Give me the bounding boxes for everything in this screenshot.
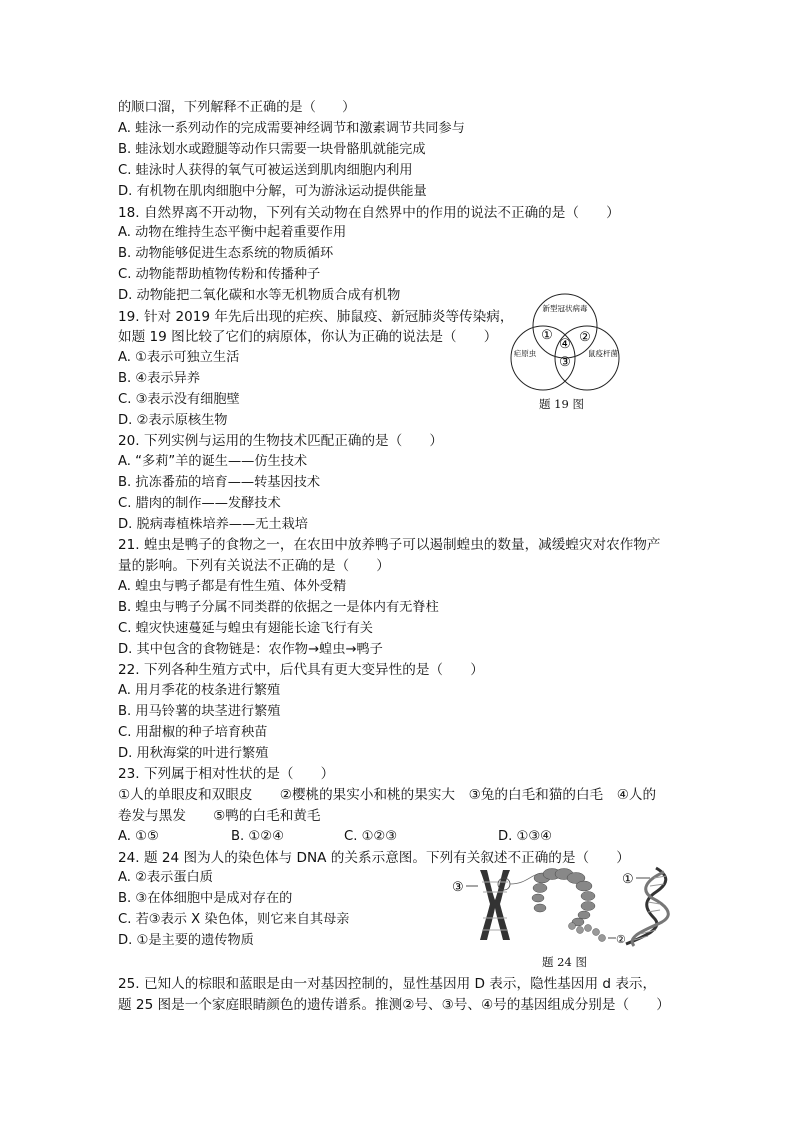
region-2: ② (579, 330, 591, 345)
q23-stem: 23. 下列属于相对性状的是（ ） (118, 766, 335, 782)
q18-option-d: D. 动物能把二氧化碳和水等无机物质合成有机物 (118, 288, 401, 303)
q24-stem: 24. 题 24 图为人的染色体与 DNA 的关系示意图。下列有关叙述不正确的是（ ） (118, 850, 630, 866)
q19-option-c: C. ③表示没有细胞壁 (118, 392, 240, 407)
q22-option-a: A. 用月季花的枝条进行繁殖 (118, 683, 281, 698)
q21-stem-2: 量的影响。下列有关说法不正确的是（ ） (118, 558, 390, 574)
q21-option-b: B. 蝗虫与鸭子分属不同类群的依据之一是体内有无脊柱 (118, 600, 439, 615)
region-1: ① (541, 328, 553, 343)
label-3: ③ (452, 880, 464, 895)
q24-option-c: C. 若③表示 X 染色体，则它来自其母亲 (118, 912, 350, 927)
q23-option-b: B. ①②④ (231, 829, 284, 844)
q17-option-d: D. 有机物在肌肉细胞中分解，可为游泳运动提供能量 (118, 184, 427, 199)
nucleosome-beads (569, 923, 606, 942)
region-4: ④ (559, 337, 571, 352)
q18-option-b: B. 动物能够促进生态系统的物质循环 (118, 246, 334, 261)
q22-stem: 22. 下列各种生殖方式中，后代具有更大变异性的是（ ） (118, 662, 484, 678)
label-virus: 新型冠状病毒 (542, 304, 588, 313)
q23-option-d: D. ①③④ (498, 829, 553, 844)
coiled-fiber (532, 869, 595, 927)
q23-option-a: A. ①⑤ (118, 829, 159, 844)
q20-option-b: B. 抗冻番茄的培育——转基因技术 (118, 475, 321, 490)
q21-option-c: C. 蝗灾快速蔓延与蝗虫有翅能长途飞行有关 (118, 621, 373, 636)
q21-stem: 21. 蝗虫是鸭子的食物之一，在农田中放养鸭子可以遏制蝗虫的数量，减缓蝗灾对农作物产 (118, 537, 661, 553)
q22-option-b: B. 用马铃薯的块茎进行繁殖 (118, 704, 281, 719)
q23-options (118, 827, 678, 847)
q19-stem-2: 如题 19 图比较了它们的病原体，你认为正确的说法是（ ） (118, 329, 498, 345)
figure-24-chromosome-dna (450, 864, 682, 950)
label-bacterium: 鼠疫杆菌 (588, 349, 618, 358)
q23-option-c: C. ①②③ (344, 829, 398, 844)
chromosome (480, 870, 510, 940)
figure-24-caption: 题 24 图 (542, 955, 587, 969)
q21-option-d: D. 其中包含的食物链是：农作物→蝗虫→鸭子 (118, 642, 383, 657)
q22-option-c: C. 用甜椒的种子培育秧苗 (118, 725, 268, 740)
q18-stem: 18. 自然界离不开动物，下列有关动物在自然界中的作用的说法不正确的是（ ） (118, 205, 620, 221)
q24-option-a: A. ②表示蛋白质 (118, 870, 213, 885)
q22-option-d: D. 用秋海棠的叶进行繁殖 (118, 746, 269, 761)
label-2: ② (616, 933, 626, 946)
q17-option-a: A. 蛙泳一系列动作的完成需要神经调节和激素调节共同参与 (118, 121, 465, 136)
q23-statements-2: 卷发与黑发 ⑤鸭的白毛和黄毛 (118, 808, 321, 824)
q24-option-d: D. ①是主要的遗传物质 (118, 933, 254, 948)
q23-statements-1: ①人的单眼皮和双眼皮 ②樱桃的果实小和桃的果实大 ③兔的白毛和猫的白毛 ④人的 (118, 787, 657, 803)
region-3: ③ (559, 355, 571, 370)
q20-option-c: C. 腊肉的制作——发酵技术 (118, 496, 281, 511)
figure-19-caption: 题 19 图 (539, 397, 584, 411)
q25-stem: 25. 已知人的棕眼和蓝眼是由一对基因控制的，显性基因用 D 表示，隐性基因用 d 表示， (118, 976, 657, 992)
q25-stem-2: 题 25 图是一个家庭眼睛颜色的遗传谱系。推测②号、③号、④号的基因组成分别是（ ） (118, 997, 670, 1013)
q20-option-d: D. 脱病毒植株培养——无土栽培 (118, 517, 308, 532)
label-plasmodium: 疟原虫 (513, 349, 537, 358)
q20-option-a: A. “多莉”羊的诞生——仿生技术 (118, 454, 308, 469)
q17-option-b: B. 蛙泳划水或蹬腿等动作只需要一块骨骼肌就能完成 (118, 142, 426, 157)
q19-option-b: B. ④表示异养 (118, 371, 201, 386)
q21-option-a: A. 蝗虫与鸭子都是有性生殖、体外受精 (118, 579, 347, 594)
q18-option-a: A. 动物在维持生态平衡中起着重要作用 (118, 225, 347, 240)
q18-option-c: C. 动物能帮助植物传粉和传播种子 (118, 267, 321, 282)
q19-stem: 19. 针对 2019 年先后出现的疟疾、肺鼠疫、新冠肺炎等传染病， (118, 309, 514, 325)
q17-option-c: C. 蛙泳时人获得的氧气可被运送到肌肉细胞内利用 (118, 163, 413, 178)
q19-option-a: A. ①表示可独立生活 (118, 350, 240, 365)
q17-stem-tail: 的顺口溜，下列解释不正确的是（ ） (118, 100, 356, 115)
label-1: ① (622, 872, 634, 887)
q24-option-b: B. ③在体细胞中是成对存在的 (118, 891, 293, 906)
q19-option-d: D. ②表示原核生物 (118, 413, 228, 428)
q20-stem: 20. 下列实例与运用的生物技术匹配正确的是（ ） (118, 433, 444, 449)
